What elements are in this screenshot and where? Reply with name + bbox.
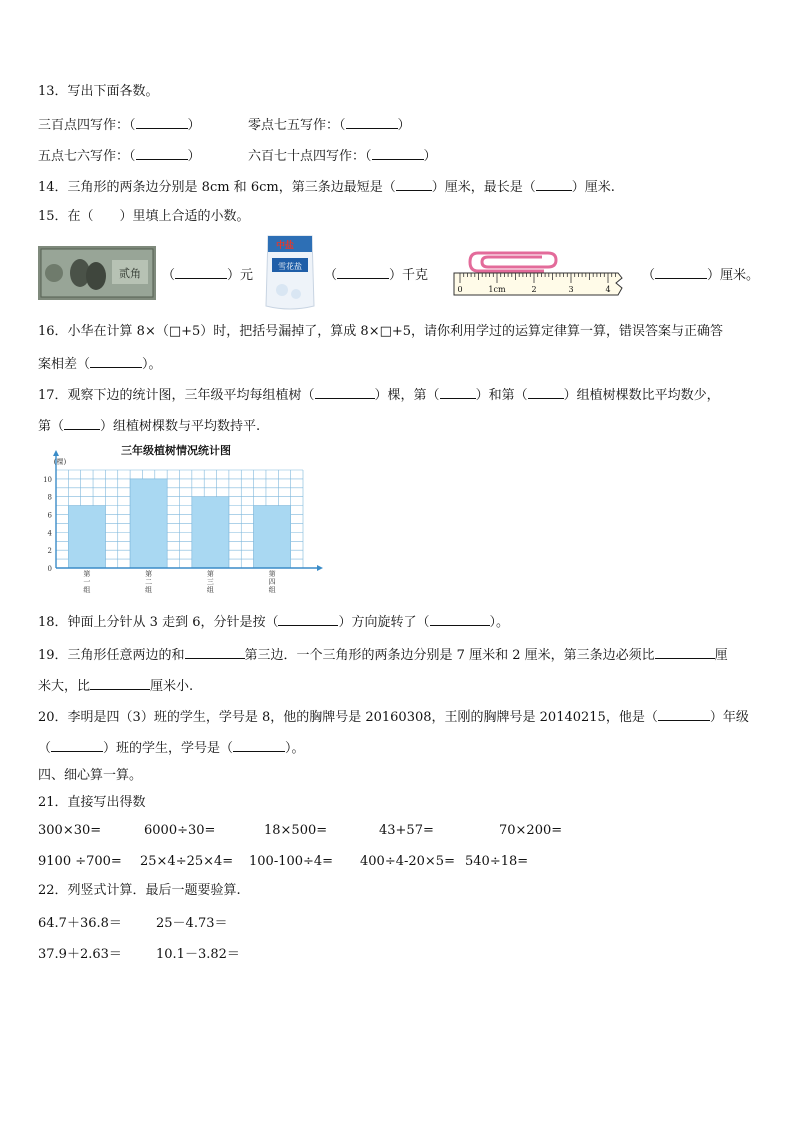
q13-title: 13．写出下面各数。 (38, 84, 159, 99)
answer-blank[interactable] (372, 146, 424, 160)
answer-blank[interactable] (337, 265, 389, 279)
q15-blank1: （ ）元 (162, 265, 253, 285)
svg-text:中盐: 中盐 (276, 241, 295, 251)
answer-blank[interactable] (90, 676, 150, 690)
calc-item: 70×200= (499, 823, 563, 838)
y-tick-label: 8 (47, 493, 52, 502)
q13-row2 (38, 146, 437, 166)
y-tick-label: 2 (47, 547, 52, 556)
y-axis-arrow (53, 450, 59, 456)
q13-item-1: 三百点四写作：（ ） (38, 118, 201, 133)
bar (130, 479, 167, 568)
vertical-calc-item: 37.9＋2.63＝ (38, 947, 122, 962)
vertical-calc-item: 10.1－3.82＝ (156, 947, 240, 962)
answer-blank[interactable] (185, 645, 245, 659)
calc-item: 540÷18= (465, 854, 529, 869)
calc-item: 18×500= (264, 823, 328, 838)
calc-item: 6000÷30= (144, 823, 216, 838)
calc-item: 9100 ÷700= (38, 854, 122, 869)
q19-line2: 米大，比 厘米小. (38, 676, 193, 696)
answer-blank[interactable] (136, 146, 188, 160)
ruler-label: 4 (605, 285, 611, 294)
banknote-text: 贰角 (119, 267, 141, 280)
q15-blank2: （ ）千克 (324, 265, 428, 285)
answer-blank[interactable] (658, 707, 710, 721)
x-tick-label: 第三组 (206, 570, 214, 594)
ruler-image (452, 245, 630, 301)
q18: 18．钟面上分针从 3 走到 6，分针是按（ ）方向旋转了（ ）。 (38, 612, 509, 632)
y-tick-label: 6 (47, 511, 52, 520)
q13-row1 (38, 115, 411, 135)
q16-line2: 案相差（ ）。 (38, 354, 162, 374)
q13-item-2: 零点七五写作：（ ） (248, 115, 411, 135)
q14: 14．三角形的两条边分别是 8cm 和 6cm，第三条边最短是（ ）厘米，最长是（ ）厘米. (38, 177, 615, 197)
answer-blank[interactable] (136, 115, 188, 129)
answer-blank[interactable] (655, 645, 715, 659)
q13-item-4: 六百七十点四写作：（ ） (248, 146, 437, 166)
y-axis-label: (棵) (53, 458, 67, 466)
answer-blank[interactable] (528, 385, 564, 399)
x-tick-label: 第四组 (268, 570, 276, 594)
ruler-label: 0 (457, 285, 463, 294)
answer-blank[interactable] (346, 115, 398, 129)
answer-blank[interactable] (64, 416, 100, 430)
y-tick-label: 10 (43, 475, 52, 484)
ruler-label: 1cm (488, 285, 506, 294)
calc-item: 100-100÷4= (249, 854, 334, 869)
banknote-image (38, 246, 156, 300)
q17-line2: 第（ ）组植树棵数与平均数持平. (38, 416, 260, 436)
bar (68, 506, 105, 568)
ruler-label: 2 (531, 285, 537, 294)
bag-text: 雪花盐 (278, 262, 302, 271)
bar (192, 497, 229, 568)
answer-blank[interactable] (396, 177, 432, 191)
answer-blank[interactable] (536, 177, 572, 191)
q22-title: 22．列竖式计算．最后一题要验算. (38, 883, 241, 898)
chart-title: 三年级植树情况统计图 (121, 444, 231, 457)
calc-item: 300×30= (38, 823, 102, 838)
q17-line1: 17．观察下边的统计图，三年级平均每组植树（ ）棵，第（ ）和第（ ）组植树棵数比平均数少， (38, 385, 720, 405)
ruler-label: 3 (568, 285, 574, 294)
calc-item: 25×4÷25×4= (140, 854, 234, 869)
tree-planting-chart (38, 440, 328, 602)
salt-bag-image (262, 232, 318, 312)
answer-blank[interactable] (278, 612, 338, 626)
x-axis-arrow (317, 565, 323, 571)
y-tick-label: 4 (47, 529, 52, 538)
answer-blank[interactable] (440, 385, 476, 399)
bar (254, 506, 291, 568)
q21-title: 21．直接写出得数 (38, 795, 146, 810)
section-heading: 四、细心算一算。 (38, 768, 143, 783)
answer-blank[interactable] (90, 354, 142, 368)
calc-item: 400÷4-20×5= (360, 854, 455, 869)
x-tick-label: 第一组 (83, 570, 91, 594)
answer-blank[interactable] (233, 738, 285, 752)
q19-line1: 19．三角形任意两边的和 第三边．一个三角形的两条边分别是 7 厘米和 2 厘米，第三条边必须比 厘 (38, 645, 728, 665)
vertical-calc-item: 25－4.73＝ (156, 916, 228, 931)
answer-blank[interactable] (430, 612, 490, 626)
x-tick-label: 第二组 (145, 570, 153, 594)
q16-line1: 16．小华在计算 8×（□+5）时，把括号漏掉了，算成 8×□+5，请你利用学过的运算定律算一算，错误答案与正确答 (38, 324, 724, 339)
vertical-calc-item: 64.7＋36.8＝ (38, 916, 122, 931)
q15-blank3: （ ）厘米。 (642, 265, 759, 285)
answer-blank[interactable] (315, 385, 375, 399)
paperclip (478, 253, 556, 267)
q15-title: 15．在（ ）里填上合适的小数。 (38, 209, 250, 224)
answer-blank[interactable] (655, 265, 707, 279)
answer-blank[interactable] (51, 738, 103, 752)
calc-item: 43+57= (379, 823, 434, 838)
q20-line1: 20．李明是四（3）班的学生，学号是 8，他的胸牌号是 20160308，王刚的胸牌号是 20140215，他是（ ）年级 (38, 707, 749, 727)
q20-line2: （ ）班的学生，学号是（ ）。 (38, 738, 305, 758)
y-tick-label: 0 (47, 565, 52, 573)
answer-blank[interactable] (175, 265, 227, 279)
q13-item-3: 五点七六写作：（ ） (38, 149, 201, 164)
